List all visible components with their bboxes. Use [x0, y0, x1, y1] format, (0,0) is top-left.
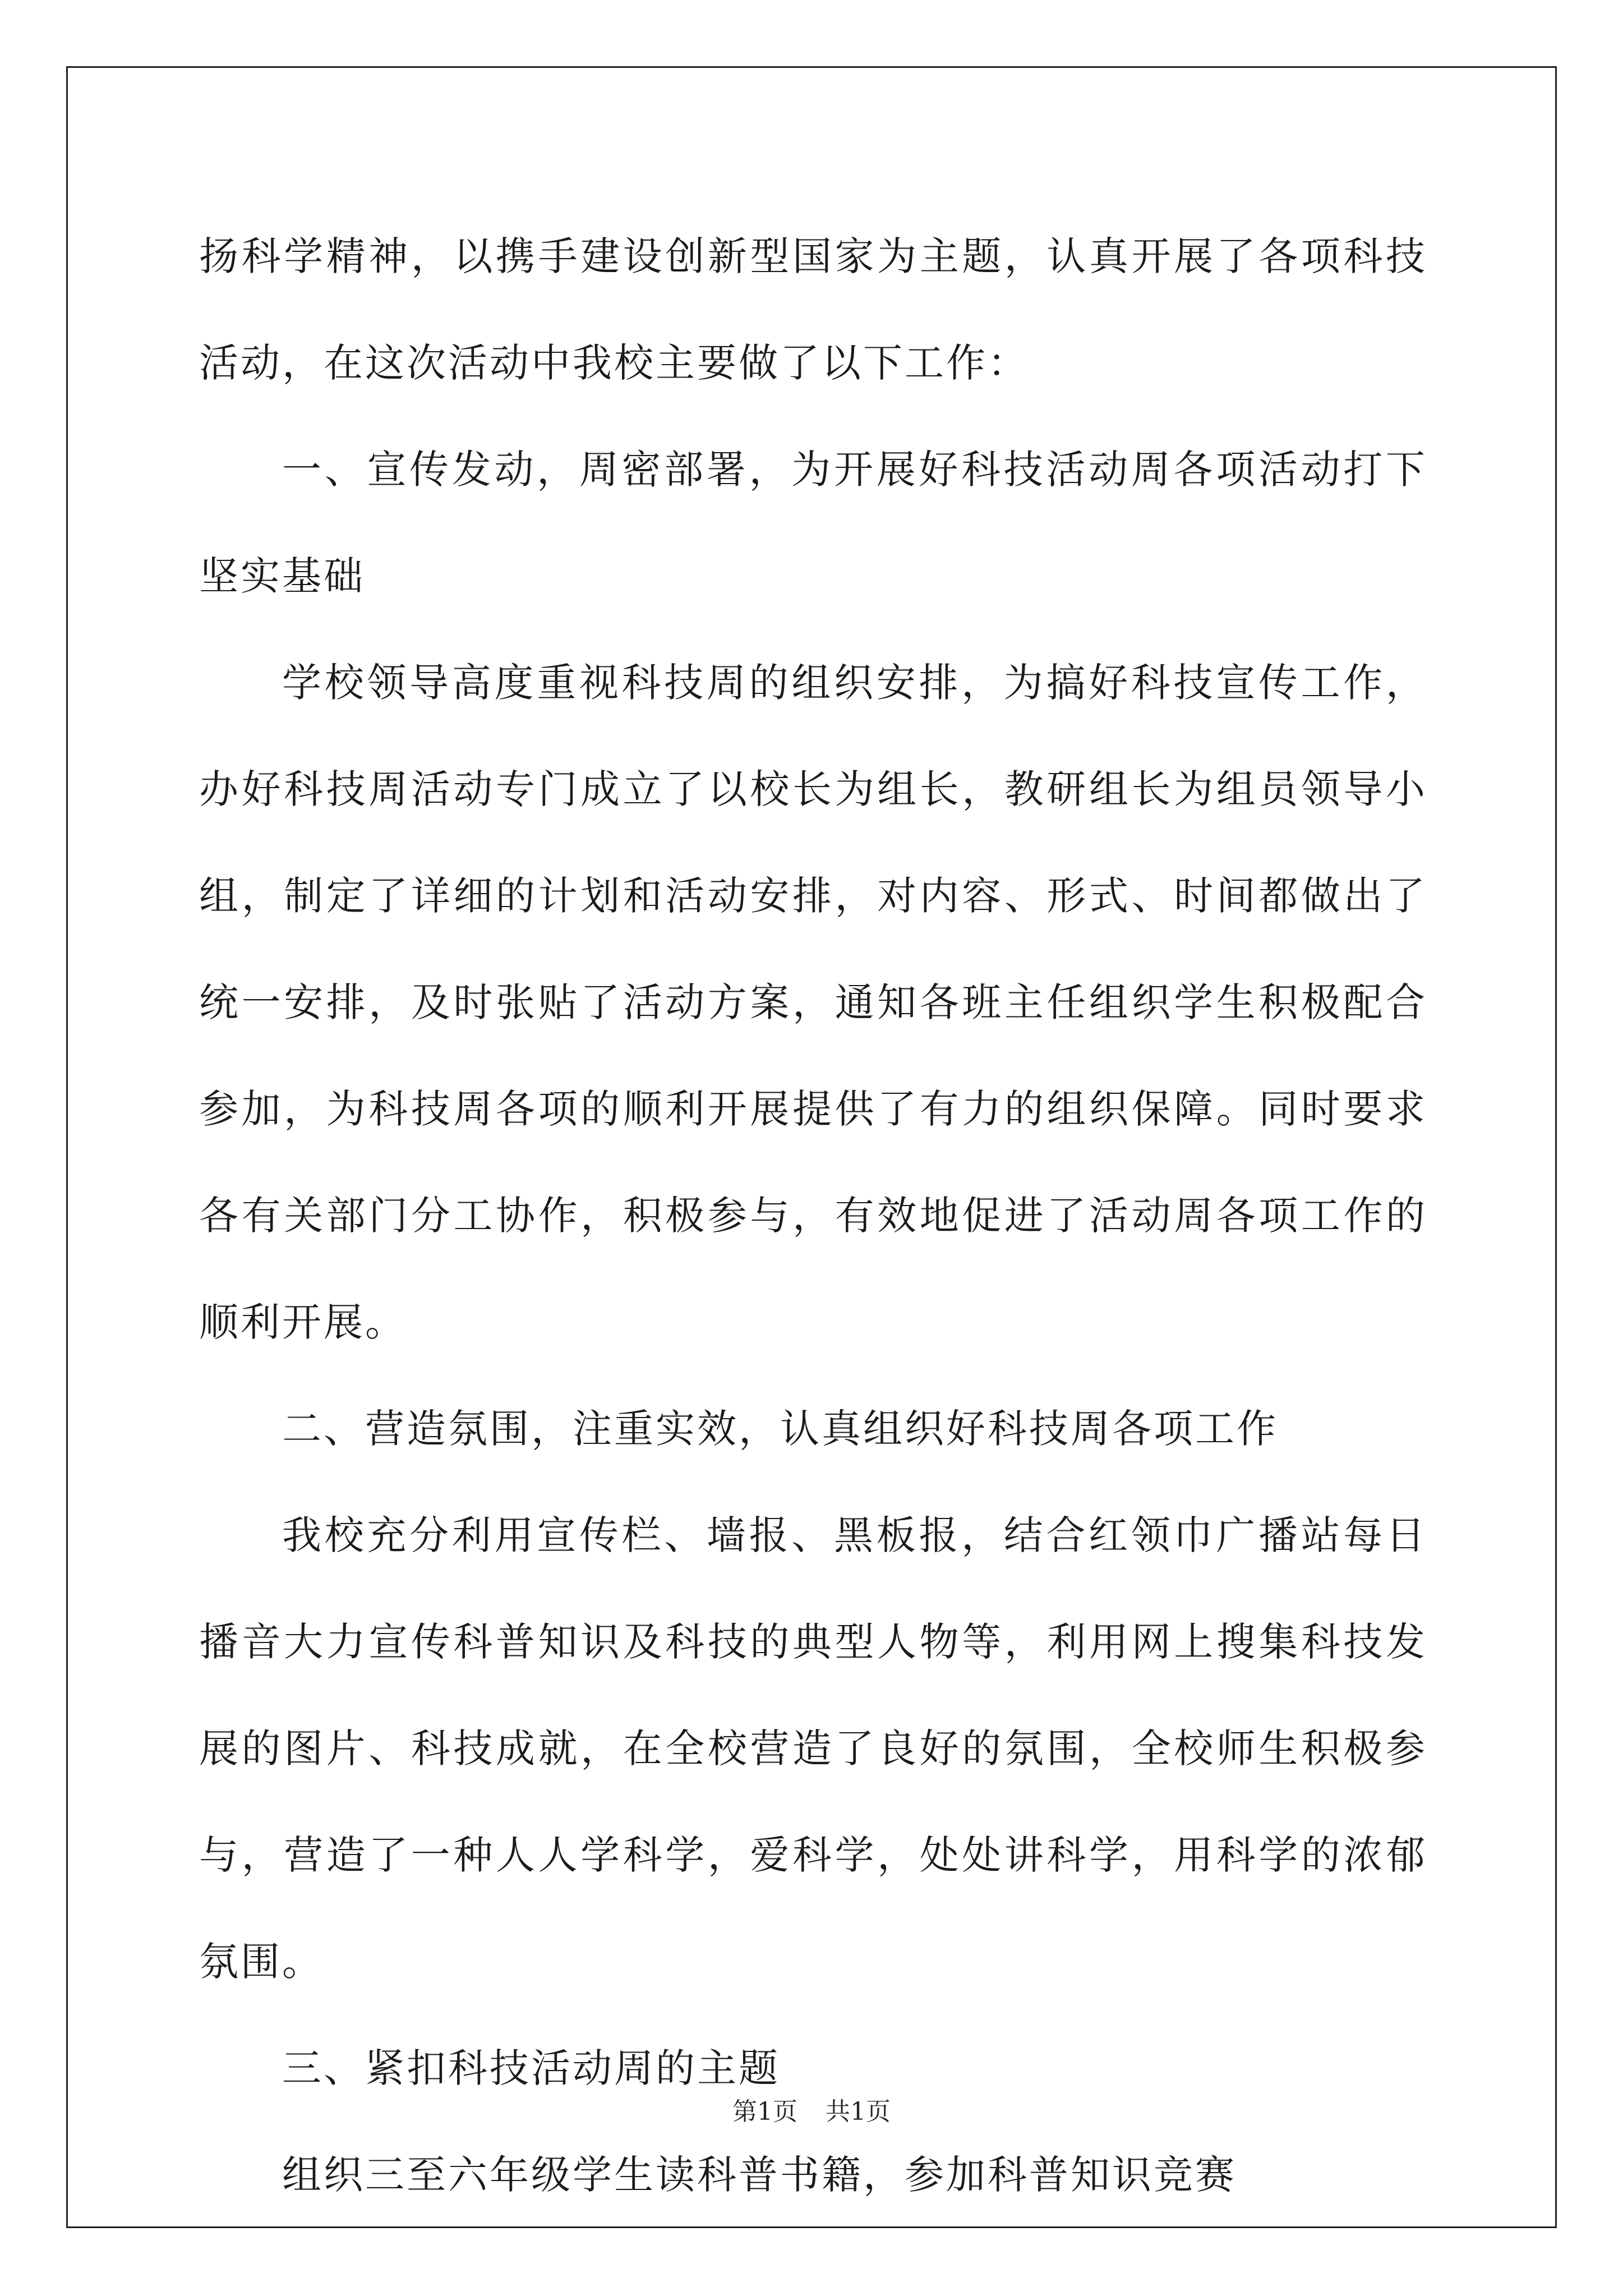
paragraph: 组织三至六年级学生读科普书籍，参加科普知识竞赛 — [282, 2152, 1237, 2198]
paragraph: 扬科学精神，以携手建设创新型国家为主题，认真开展了各项科技活动，在这次活动中我校主要做了以下工作： — [199, 233, 1427, 386]
section-heading: 二、营造氛围，注重实效，认真组织好科技周各项工作 — [282, 1406, 1278, 1452]
page-number-current: 第1页 — [732, 2097, 797, 2126]
paragraph: 我校充分利用宣传栏、墙报、黑板报，结合红领巾广播站每日播音大力宣传科普知识及科技的典型人物等，利用网上搜集科技发展的图片、科技成就，在全校营造了良好的氛围，全校师生积极参与，营造了一种人人学科学，爱科学，处处讲科学，用科学的浓郁氛围。 — [199, 1512, 1427, 1985]
section-heading: 三、紧扣科技活动周的主题 — [282, 2045, 780, 2091]
paragraph: 学校领导高度重视科技周的组织安排，为搞好科技宣传工作，办好科技周活动专门成立了以校长为组长，教研组长为组员领导小组，制定了详细的计划和活动安排，对内容、形式、时间都做出了统一安排，及时张贴了活动方案，通知各班主任组织学生积极配合参加，为科技周各项的顺利开展提供了有力的组织保障。同时要求各有关部门分工协作，积极参与，有效地促进了活动周各项工作的顺利开展。 — [199, 660, 1427, 1345]
page-footer — [0, 2095, 1623, 2129]
page-number-total: 共1页 — [826, 2097, 891, 2126]
document-body — [199, 203, 1427, 2228]
section-heading: 一、宣传发动，周密部署，为开展好科技活动周各项活动打下坚实基础 — [199, 447, 1427, 599]
